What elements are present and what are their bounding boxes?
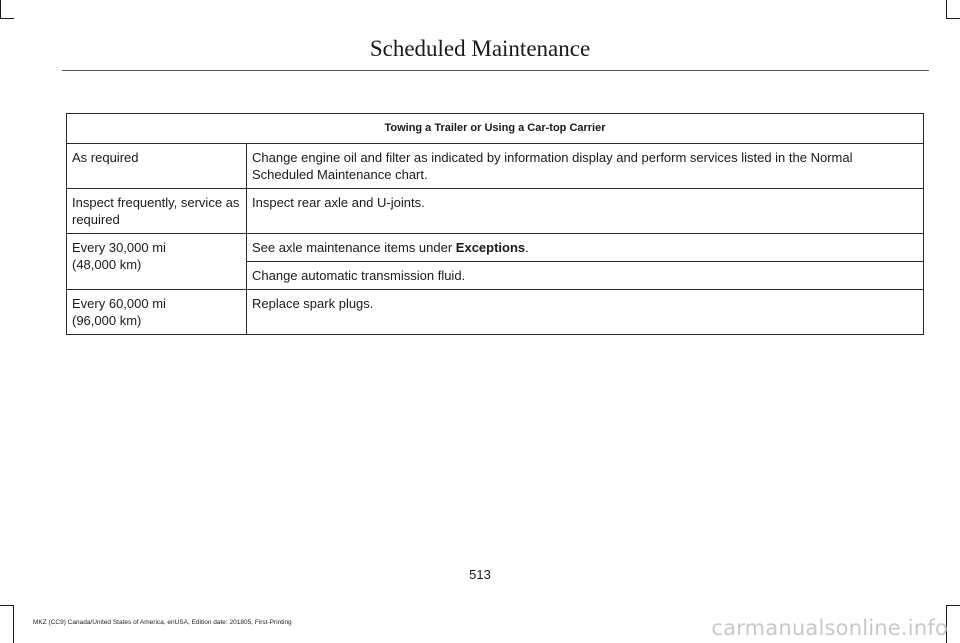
table-row bbox=[67, 234, 924, 262]
action-cell: Inspect rear axle and U-joints. bbox=[247, 189, 924, 234]
crop-mark bbox=[946, 18, 960, 19]
maintenance-table bbox=[66, 113, 924, 335]
exceptions-reference: Exceptions bbox=[455, 240, 526, 255]
interval-cell bbox=[67, 290, 247, 335]
crop-mark bbox=[946, 0, 947, 18]
interval-miles: Every 30,000 mi bbox=[72, 240, 166, 255]
footer-text: MKZ (CC9) Canada/United States of America, enUSA, Edition date: 201805, First-Printing bbox=[33, 619, 292, 626]
crop-mark bbox=[0, 605, 14, 606]
table-caption: Towing a Trailer or Using a Car-top Carrier bbox=[67, 114, 924, 144]
table-row bbox=[67, 189, 924, 234]
page-title: Scheduled Maintenance bbox=[369, 36, 591, 61]
action-cell bbox=[247, 234, 924, 262]
action-cell: Change engine oil and filter as indicated by information display and perform services listed in the Normal Scheduled Maintenance chart. bbox=[247, 144, 924, 189]
table-row bbox=[67, 144, 924, 189]
action-text-suffix: . bbox=[525, 240, 529, 255]
title-divider bbox=[62, 70, 929, 71]
action-text: See axle maintenance items under bbox=[252, 240, 456, 255]
interval-cell: As required bbox=[67, 144, 247, 189]
interval-cell: Inspect frequently, service as required bbox=[67, 189, 247, 234]
crop-mark bbox=[946, 605, 960, 606]
action-cell: Replace spark plugs. bbox=[247, 290, 924, 335]
crop-mark bbox=[0, 0, 1, 18]
interval-miles: Every 60,000 mi bbox=[72, 296, 166, 311]
watermark: carmanualsonline.info bbox=[711, 616, 948, 640]
crop-mark bbox=[0, 18, 14, 19]
table-row bbox=[67, 290, 924, 335]
crop-mark bbox=[13, 605, 14, 643]
table-header-row bbox=[67, 114, 924, 144]
interval-cell bbox=[67, 234, 247, 290]
page-number: 513 bbox=[469, 567, 491, 582]
interval-km: (48,000 km) bbox=[72, 257, 142, 272]
interval-km: (96,000 km) bbox=[72, 313, 142, 328]
action-cell: Change automatic transmission fluid. bbox=[247, 262, 924, 290]
